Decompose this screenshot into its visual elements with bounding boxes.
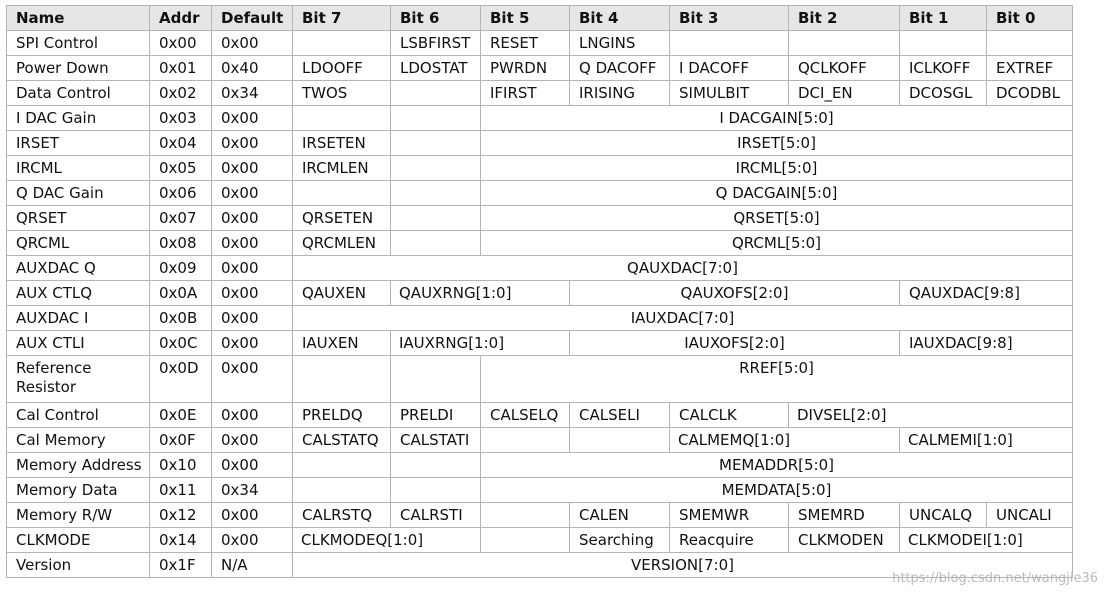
bit-field-cell: QAUXEN	[293, 281, 391, 306]
bit-field-cell	[293, 453, 391, 478]
table-body	[7, 31, 1073, 578]
bit-field-cell: CLKMODEI[1:0]	[900, 528, 1073, 553]
bit-field-cell: IRISING	[570, 81, 670, 106]
header-cell: Bit 6	[391, 6, 481, 31]
bit-field-cell: CALMEMQ[1:0]	[670, 428, 900, 453]
address-cell: 0x12	[150, 503, 212, 528]
default-value-cell: 0x00	[212, 181, 293, 206]
bit-field-cell	[987, 31, 1073, 56]
header-cell: Addr	[150, 6, 212, 31]
default-value-cell: N/A	[212, 553, 293, 578]
bit-field-cell	[391, 81, 481, 106]
bit-field-cell: Searching	[570, 528, 670, 553]
bit-field-cell: IRCML[5:0]	[481, 156, 1073, 181]
address-cell: 0x08	[150, 231, 212, 256]
default-value-cell: 0x00	[212, 256, 293, 281]
bit-field-cell: PWRDN	[481, 56, 570, 81]
bit-field-cell: Q DACGAIN[5:0]	[481, 181, 1073, 206]
bit-field-cell	[293, 31, 391, 56]
bit-field-cell: LSBFIRST	[391, 31, 481, 56]
table-row	[7, 106, 1073, 131]
bit-field-cell: QRCML[5:0]	[481, 231, 1073, 256]
bit-field-cell: QCLKOFF	[789, 56, 900, 81]
bit-field-cell: CALEN	[570, 503, 670, 528]
default-value-cell: 0x00	[212, 131, 293, 156]
bit-field-cell: IAUXEN	[293, 331, 391, 356]
bit-field-cell: I DACOFF	[670, 56, 789, 81]
bit-field-cell	[391, 156, 481, 181]
bit-field-cell	[481, 528, 570, 553]
table-row	[7, 156, 1073, 181]
table-row	[7, 181, 1073, 206]
address-cell: 0x0B	[150, 306, 212, 331]
table-row	[7, 131, 1073, 156]
bit-field-cell: QAUXDAC[9:8]	[900, 281, 1073, 306]
bit-field-cell: SIMULBIT	[670, 81, 789, 106]
default-value-cell: 0x00	[212, 31, 293, 56]
register-name-cell: Reference Resistor	[7, 356, 150, 403]
bit-field-cell: SMEMRD	[789, 503, 900, 528]
bit-field-cell: SMEMWR	[670, 503, 789, 528]
address-cell: 0x07	[150, 206, 212, 231]
address-cell: 0x05	[150, 156, 212, 181]
default-value-cell: 0x34	[212, 81, 293, 106]
table-row	[7, 331, 1073, 356]
header-cell: Default	[212, 6, 293, 31]
bit-field-cell	[391, 131, 481, 156]
table-row	[7, 81, 1073, 106]
table-row	[7, 503, 1073, 528]
register-name-cell: AUXDAC I	[7, 306, 150, 331]
address-cell: 0x00	[150, 31, 212, 56]
bit-field-cell: PRELDI	[391, 403, 481, 428]
address-cell: 0x01	[150, 56, 212, 81]
bit-field-cell: DCODBL	[987, 81, 1073, 106]
default-value-cell: 0x00	[212, 206, 293, 231]
bit-field-cell	[391, 106, 481, 131]
bit-field-cell	[391, 206, 481, 231]
header-cell: Bit 4	[570, 6, 670, 31]
bit-field-cell: IAUXDAC[9:8]	[900, 331, 1073, 356]
bit-field-cell	[391, 231, 481, 256]
address-cell: 0x10	[150, 453, 212, 478]
default-value-cell: 0x00	[212, 403, 293, 428]
register-name-cell: Power Down	[7, 56, 150, 81]
default-value-cell: 0x00	[212, 453, 293, 478]
address-cell: 0x0F	[150, 428, 212, 453]
bit-field-cell	[391, 181, 481, 206]
register-name-cell: AUX CTLI	[7, 331, 150, 356]
table-row	[7, 453, 1073, 478]
table-row	[7, 56, 1073, 81]
bit-field-cell: VERSION[7:0]	[293, 553, 1073, 578]
address-cell: 0x0A	[150, 281, 212, 306]
bit-field-cell: CALCLK	[670, 403, 789, 428]
bit-field-cell	[293, 356, 391, 403]
default-value-cell: 0x00	[212, 281, 293, 306]
register-name-cell: Memory Data	[7, 478, 150, 503]
address-cell: 0x04	[150, 131, 212, 156]
table-row	[7, 256, 1073, 281]
bit-field-cell: QAUXDAC[7:0]	[293, 256, 1073, 281]
bit-field-cell: EXTREF	[987, 56, 1073, 81]
bit-field-cell: IRSET[5:0]	[481, 131, 1073, 156]
bit-field-cell: LDOSTAT	[391, 56, 481, 81]
table-row	[7, 403, 1073, 428]
default-value-cell: 0x00	[212, 528, 293, 553]
register-name-cell: Memory R/W	[7, 503, 150, 528]
bit-field-cell: LNGINS	[570, 31, 670, 56]
address-cell: 0x11	[150, 478, 212, 503]
address-cell: 0x14	[150, 528, 212, 553]
bit-field-cell: MEMADDR[5:0]	[481, 453, 1073, 478]
default-value-cell: 0x00	[212, 503, 293, 528]
register-name-cell: SPI Control	[7, 31, 150, 56]
table-row	[7, 428, 1073, 453]
bit-field-cell	[391, 478, 481, 503]
default-value-cell: 0x00	[212, 106, 293, 131]
address-cell: 0x02	[150, 81, 212, 106]
bit-field-cell: IRSETEN	[293, 131, 391, 156]
register-name-cell: CLKMODE	[7, 528, 150, 553]
header-cell: Bit 2	[789, 6, 900, 31]
default-value-cell: 0x00	[212, 306, 293, 331]
bit-field-cell: QAUXRNG[1:0]	[391, 281, 570, 306]
bit-field-cell: IAUXDAC[7:0]	[293, 306, 1073, 331]
bit-field-cell: RREF[5:0]	[481, 356, 1073, 403]
register-map-table	[6, 5, 1073, 578]
table-header	[7, 6, 1073, 31]
address-cell: 0x0C	[150, 331, 212, 356]
table-row	[7, 231, 1073, 256]
default-value-cell: 0x00	[212, 231, 293, 256]
register-name-cell: Cal Memory	[7, 428, 150, 453]
bit-field-cell: TWOS	[293, 81, 391, 106]
register-name-cell: Version	[7, 553, 150, 578]
header-cell: Bit 5	[481, 6, 570, 31]
bit-field-cell: UNCALI	[987, 503, 1073, 528]
bit-field-cell: DIVSEL[2:0]	[789, 403, 1073, 428]
bit-field-cell: RESET	[481, 31, 570, 56]
bit-field-cell: QAUXOFS[2:0]	[570, 281, 900, 306]
bit-field-cell	[789, 31, 900, 56]
bit-field-cell: IAUXRNG[1:0]	[391, 331, 570, 356]
bit-field-cell	[293, 181, 391, 206]
default-value-cell: 0x00	[212, 428, 293, 453]
register-name-cell: Data Control	[7, 81, 150, 106]
table-row	[7, 306, 1073, 331]
bit-field-cell: MEMDATA[5:0]	[481, 478, 1073, 503]
register-name-cell: QRCML	[7, 231, 150, 256]
bit-field-cell: Q DACOFF	[570, 56, 670, 81]
bit-field-cell: QRSETEN	[293, 206, 391, 231]
bit-field-cell	[391, 356, 481, 403]
bit-field-cell: CLKMODEN	[789, 528, 900, 553]
bit-field-cell	[481, 503, 570, 528]
default-value-cell: 0x00	[212, 356, 293, 403]
bit-field-cell: CALSELQ	[481, 403, 570, 428]
bit-field-cell	[570, 428, 670, 453]
bit-field-cell: CALSTATQ	[293, 428, 391, 453]
bit-field-cell: IAUXOFS[2:0]	[570, 331, 900, 356]
address-cell: 0x1F	[150, 553, 212, 578]
bit-field-cell: QRCMLEN	[293, 231, 391, 256]
header-cell: Bit 1	[900, 6, 987, 31]
bit-field-cell: IFIRST	[481, 81, 570, 106]
header-cell: Bit 7	[293, 6, 391, 31]
bit-field-cell: QRSET[5:0]	[481, 206, 1073, 231]
default-value-cell: 0x40	[212, 56, 293, 81]
register-name-cell: IRCML	[7, 156, 150, 181]
bit-field-cell	[391, 453, 481, 478]
bit-field-cell	[670, 31, 789, 56]
register-name-cell: Memory Address	[7, 453, 150, 478]
register-name-cell: IRSET	[7, 131, 150, 156]
watermark-url: https://blog.csdn.net/wangjie36	[892, 571, 1098, 586]
bit-field-cell: DCI_EN	[789, 81, 900, 106]
register-name-cell: I DAC Gain	[7, 106, 150, 131]
bit-field-cell: CALRSTI	[391, 503, 481, 528]
register-name-cell: Cal Control	[7, 403, 150, 428]
bit-field-cell: IRCMLEN	[293, 156, 391, 181]
bit-field-cell: Reacquire	[670, 528, 789, 553]
register-name-cell: Q DAC Gain	[7, 181, 150, 206]
table-row	[7, 528, 1073, 553]
header-row	[7, 6, 1073, 31]
bit-field-cell: LDOOFF	[293, 56, 391, 81]
register-name-cell: AUXDAC Q	[7, 256, 150, 281]
bit-field-cell	[900, 31, 987, 56]
header-cell: Bit 0	[987, 6, 1073, 31]
bit-field-cell: CALRSTQ	[293, 503, 391, 528]
bit-field-cell: CALMEMI[1:0]	[900, 428, 1073, 453]
bit-field-cell	[293, 478, 391, 503]
header-cell: Bit 3	[670, 6, 789, 31]
address-cell: 0x06	[150, 181, 212, 206]
default-value-cell: 0x34	[212, 478, 293, 503]
table-row	[7, 31, 1073, 56]
bit-field-cell: I DACGAIN[5:0]	[481, 106, 1073, 131]
address-cell: 0x0E	[150, 403, 212, 428]
table-row	[7, 356, 1073, 403]
table-row	[7, 281, 1073, 306]
bit-field-cell: CLKMODEQ[1:0]	[293, 528, 481, 553]
table-row	[7, 206, 1073, 231]
bit-field-cell: CALSELI	[570, 403, 670, 428]
header-cell: Name	[7, 6, 150, 31]
register-name-cell: QRSET	[7, 206, 150, 231]
bit-field-cell: CALSTATI	[391, 428, 481, 453]
address-cell: 0x03	[150, 106, 212, 131]
bit-field-cell: PRELDQ	[293, 403, 391, 428]
bit-field-cell	[481, 428, 570, 453]
default-value-cell: 0x00	[212, 331, 293, 356]
table-row	[7, 478, 1073, 503]
bit-field-cell: DCOSGL	[900, 81, 987, 106]
bit-field-cell	[293, 106, 391, 131]
address-cell: 0x09	[150, 256, 212, 281]
bit-field-cell: ICLKOFF	[900, 56, 987, 81]
default-value-cell: 0x00	[212, 156, 293, 181]
bit-field-cell: UNCALQ	[900, 503, 987, 528]
register-name-cell: AUX CTLQ	[7, 281, 150, 306]
address-cell: 0x0D	[150, 356, 212, 403]
